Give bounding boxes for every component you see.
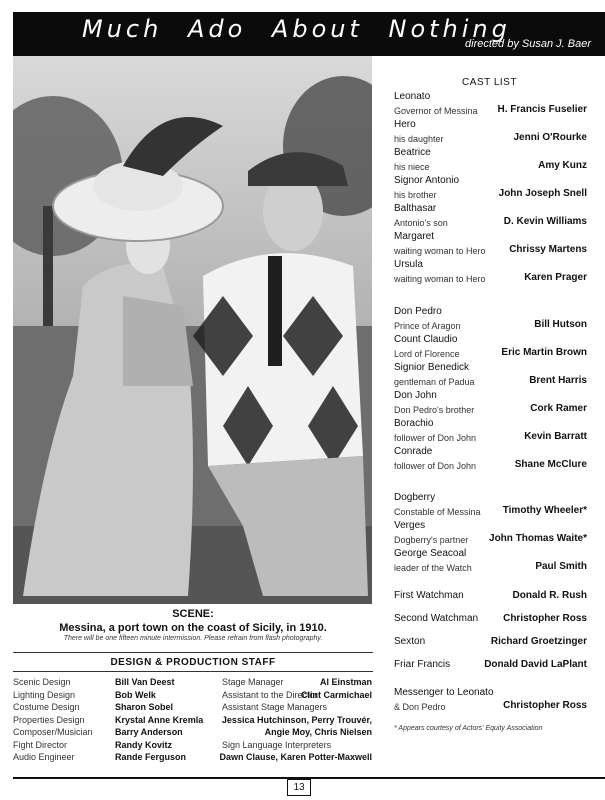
character-name: Don Pedro (394, 306, 442, 317)
staff-heading: DESIGN & PRODUCTION STAFF (110, 657, 276, 668)
actor-name: Paul Smith (535, 561, 587, 572)
staff-role: Sign Language Interpreters (222, 739, 332, 750)
staff-row (13, 701, 213, 714)
actor-name: John Thomas Waite* (489, 533, 587, 544)
actor-name: H. Francis Fuselier (497, 104, 587, 115)
staff-row (222, 676, 372, 689)
staff-row (13, 714, 213, 727)
character-description: follower of Don John (394, 433, 477, 443)
character-name: Dogberry (394, 492, 436, 503)
character-description: Governor of Messina (394, 106, 478, 116)
character-description: leader of the Watch (394, 563, 472, 573)
actor-name: Christopher Ross (503, 613, 587, 624)
staff-role: Audio Engineer (13, 752, 75, 762)
staff-name: Barry Anderson (115, 727, 183, 737)
actor-name: D. Kevin Williams (503, 216, 587, 227)
staff-row (222, 726, 372, 739)
actor-name: Richard Groetzinger (490, 636, 587, 647)
staff-role: Fight Director (13, 739, 68, 750)
staff-name: Al Einstman (319, 677, 372, 687)
staff-role: Composer/Musician (13, 727, 93, 737)
character-name: Sexton (394, 636, 426, 647)
staff-list-right (219, 676, 372, 764)
equity-footnote: * Appears courtesy of Actors' Equity Association (394, 725, 543, 732)
cast-entry (394, 613, 587, 629)
character-name: Balthasar (394, 203, 437, 214)
cast-entry (394, 231, 587, 261)
scene-label: SCENE: (172, 608, 214, 620)
cast-entry (394, 203, 587, 233)
staff-role: Assistant to the Director (222, 689, 318, 700)
actor-name: Cork Ramer (530, 403, 587, 414)
staff-role: Costume Design (13, 702, 80, 712)
actor-name: Kevin Barratt (524, 431, 587, 442)
character-name: Beatrice (394, 147, 431, 158)
character-name: Verges (394, 520, 426, 531)
cast-entry (394, 418, 587, 448)
cast-entry (394, 520, 587, 550)
staff-name: Dawn Clause, Karen Potter-Maxwell (219, 752, 372, 762)
staff-name: Rande Ferguson (115, 752, 187, 762)
character-name: Count Claudio (394, 334, 458, 345)
character-name: George Seacoal (394, 548, 467, 559)
cast-entry (394, 636, 587, 652)
cast-entry (394, 91, 587, 121)
staff-divider (13, 671, 373, 672)
actor-name: Chrissy Martens (509, 244, 587, 255)
character-name: Signior Benedick (394, 362, 470, 373)
scene-description: Messina, a port town on the coast of Sicily, in 1910. (59, 622, 327, 634)
cast-entry (394, 492, 587, 522)
section-divider (13, 652, 373, 653)
character-description: waiting woman to Hero (394, 274, 486, 284)
actor-name: Timothy Wheeler* (502, 505, 587, 516)
actor-name: Amy Kunz (538, 160, 587, 171)
actor-name: Brent Harris (529, 375, 587, 386)
staff-role: Properties Design (13, 714, 85, 725)
staff-role: Scenic Design (13, 677, 71, 687)
character-name: Hero (394, 119, 416, 130)
character-description: his niece (394, 162, 430, 172)
staff-row (222, 689, 372, 702)
scene-section (13, 608, 373, 642)
staff-row (13, 739, 213, 752)
cast-entry (394, 659, 587, 675)
actor-name: Karen Prager (524, 272, 587, 283)
staff-row (222, 714, 372, 727)
staff-name: Clint Carmichael (300, 689, 372, 700)
staff-row (222, 701, 372, 714)
staff-role: Assistant Stage Managers (222, 702, 328, 712)
actor-name: Eric Martin Brown (501, 347, 587, 358)
character-description: Don Pedro's brother (394, 405, 475, 415)
character-description: & Don Pedro (394, 702, 446, 712)
cast-entry (394, 259, 587, 289)
cast-entry (394, 390, 587, 420)
character-name: Ursula (394, 259, 423, 270)
staff-row (13, 726, 213, 739)
staff-name: Bob Welk (115, 689, 156, 700)
staff-row (13, 676, 213, 689)
character-name: Don John (394, 390, 437, 401)
actor-name: John Joseph Snell (498, 188, 587, 199)
character-description: his daughter (394, 134, 444, 144)
character-name: Margaret (394, 231, 435, 242)
character-description: Prince of Aragon (394, 321, 461, 331)
page-number: 13 (287, 779, 311, 796)
character-name: Friar Francis (394, 659, 451, 670)
staff-name: Krystal Anne Kremla (115, 714, 204, 725)
actor-name: Jenni O'Rourke (513, 132, 587, 143)
actor-name: Donald David LaPlant (484, 659, 587, 670)
character-description: waiting woman to Hero (394, 246, 486, 256)
staff-role: Stage Manager (222, 677, 284, 687)
character-description: Lord of Florence (394, 349, 460, 359)
actor-name: Christopher Ross (503, 700, 587, 711)
cast-entry (394, 590, 587, 606)
staff-name: Angie Moy, Chris Nielsen (264, 727, 372, 737)
character-description: Antonio's son (394, 218, 448, 228)
staff-name: Jessica Hutchinson, Perry Trouvér, (221, 714, 372, 725)
staff-name: Sharon Sobel (115, 702, 174, 712)
cast-entry (394, 147, 587, 177)
production-photo (13, 56, 372, 604)
cast-entry (394, 119, 587, 149)
cast-entry (394, 334, 587, 364)
actor-name: Donald R. Rush (512, 590, 587, 601)
character-name: Conrade (394, 446, 433, 457)
cast-entry (394, 306, 587, 336)
staff-name: Randy Kovitz (115, 739, 173, 750)
cast-list-title: CAST LIST (462, 77, 517, 88)
staff-row (222, 739, 372, 752)
cast-entry (394, 175, 587, 205)
staff-row (219, 751, 372, 764)
staff-role: Lighting Design (13, 689, 76, 700)
page-title: Much Ado About Nothing (82, 15, 511, 43)
actor-name: Bill Hutson (534, 319, 587, 330)
character-name: Leonato (394, 91, 431, 102)
staff-name: Bill Van Deest (115, 677, 175, 687)
cast-entry (394, 687, 587, 717)
photo-illustration (13, 56, 372, 604)
cast-entry (394, 446, 587, 476)
character-description: Constable of Messina (394, 507, 481, 517)
intermission-note: There will be one fifteen minute intermission. Please refrain from flash photography. (63, 635, 323, 642)
character-name: First Watchman (394, 590, 464, 601)
character-name: Second Watchman (394, 613, 479, 624)
character-description: gentleman of Padua (394, 377, 475, 387)
staff-list-left (13, 676, 213, 764)
actor-name: Shane McClure (514, 459, 587, 470)
character-description: Dogberry's partner (394, 535, 469, 545)
staff-row (13, 751, 213, 764)
character-description: follower of Don John (394, 461, 477, 471)
character-name: Messenger to Leonato (394, 687, 494, 698)
character-name: Signor Antonio (394, 175, 460, 186)
character-description: his brother (394, 190, 437, 200)
director-credit: directed by Susan J. Baer (465, 38, 591, 50)
cast-entry (394, 362, 587, 392)
staff-row (13, 689, 213, 702)
cast-entry (394, 548, 587, 578)
character-name: Borachio (394, 418, 434, 429)
